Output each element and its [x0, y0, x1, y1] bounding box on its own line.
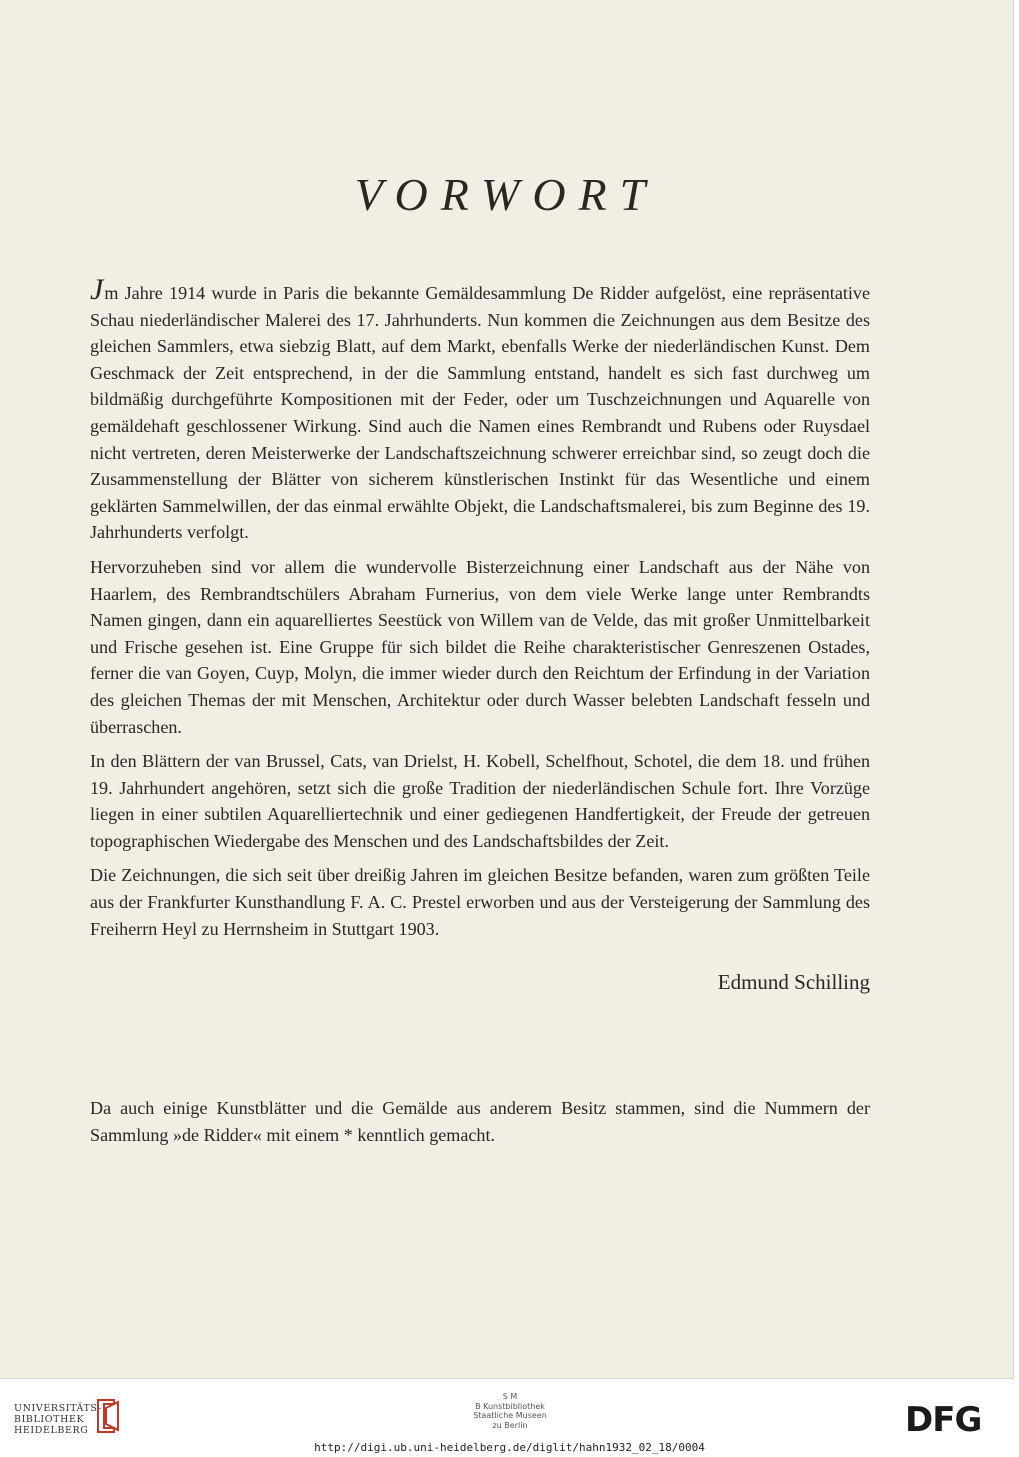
footnote: Da auch einige Kunstblätter und die Gemälde aus anderem Besitz stammen, sind die Nummern der Sammlung »de Ridder« mit einem * kenntlich gemacht. — [90, 1098, 870, 1145]
signature: Edmund Schilling — [717, 970, 870, 994]
stamp-line-4: zu Berlin — [492, 1420, 528, 1430]
page-title: VORWORT — [354, 169, 659, 220]
stamp-line-2: B Kunstbibliothek — [475, 1401, 545, 1411]
uni-line-1: UNIVERSITÄTS- — [14, 1403, 102, 1414]
drop-cap: J — [90, 273, 104, 306]
dfg-logo: DFG — [905, 1400, 982, 1440]
university-logo-icon — [94, 1396, 122, 1436]
uni-line-3: HEIDELBERG — [14, 1425, 89, 1436]
paragraph-2: Hervorzuheben sind vor allem die wundervolle Bisterzeichnung einer Landschaft aus der Nähe von Haarlem, des Rembrandtschülers Abraham Furnerius, von dem viele Werke lange unter Rembrandts Namen gingen, dann ein aquarelliertes Seestück von Willem van de Velde, das mit großer Unmittelbarkeit und Frische gesehen ist. Eine Gruppe für sich bildet die Reihe charakteristischer Genreszenen Ostades, ferner die van Goyen, Cuyp, Molyn, die immer wieder durch den Reichtum der Erfindung in der Variation des gleichen Themas der mit Menschen, Architektur oder durch Wasser belebten Landschaft fesseln und überraschen. — [90, 556, 870, 737]
paragraph-1 — [90, 273, 870, 546]
paragraph-3: In den Blättern der van Brussel, Cats, van Drielst, H. Kobell, Schelfhout, Schotel, die dem 18. und frühen 19. Jahrhundert angehören, setzt sich die große Tradition der niederländischen Schule fort. Ihre Vorzüge liegen in einer subtilen Aquarelliertechnik und einer gediegenen Handfertigkeit, der Freude der getreuen topographischen Wiedergabe des Menschen und des Landschaftsbildes der Zeit. — [90, 751, 870, 851]
uni-line-2: BIBLIOTHEK — [14, 1414, 85, 1425]
body-text — [90, 273, 870, 950]
library-stamp — [440, 1392, 580, 1430]
stamp-line-3: Staatliche Museen — [473, 1411, 547, 1420]
stamp-line-1: S M — [502, 1392, 518, 1401]
paragraph-4: Die Zeichnungen, die sich seit über dreißig Jahren im gleichen Besitze befanden, waren zum größten Teile aus der Frankfurter Kunsthandlung F. A. C. Prestel erworben und aus der Versteigerung der Sammlung des Freiherrn Heyl zu Herrnsheim in Stuttgart 1903. — [90, 865, 870, 939]
paragraph-1-text: m Jahre 1914 wurde in Paris die bekannte Gemäldesammlung De Ridder aufgelöst, eine repräsentative Schau niederländischer Malerei des 17. Jahrhunderts. Nun kommen die Zeichnungen aus dem Besitze des gleichen Sammlers, etwa siebzig Blatt, auf dem Markt, ebenfalls Werke der niederländischen Kunst. Dem Geschmack der Zeit entsprechend, in der die Sammlung entstand, handelt es sich fast durchweg um bildmäßig durchgeführte Kompositionen mit der Feder, oder um Tuschzeichnungen und Aquarelle von gemäldehaft geschlossener Wirkung. Sind auch die Namen eines Rembrandt und Rubens oder Ruysdael nicht vertreten, deren Meisterwerke der Landschaftszeichnung schwerer erreichbar sind, so zeugt doch die Zusammenstellung der Blätter von sicherem künstlerischen Instinkt für das Wesentliche und einem geklärten Sammelwillen, der das einmal erwählte Objekt, die Landschaftsmalerei, bis zum Beginne des 19. Jahrhunderts verfolgt. — [90, 283, 870, 543]
university-library-name — [14, 1403, 102, 1436]
source-url[interactable]: http://digi.ub.uni-heidelberg.de/diglit/hahn1932_02_18/0004 — [314, 1441, 705, 1454]
